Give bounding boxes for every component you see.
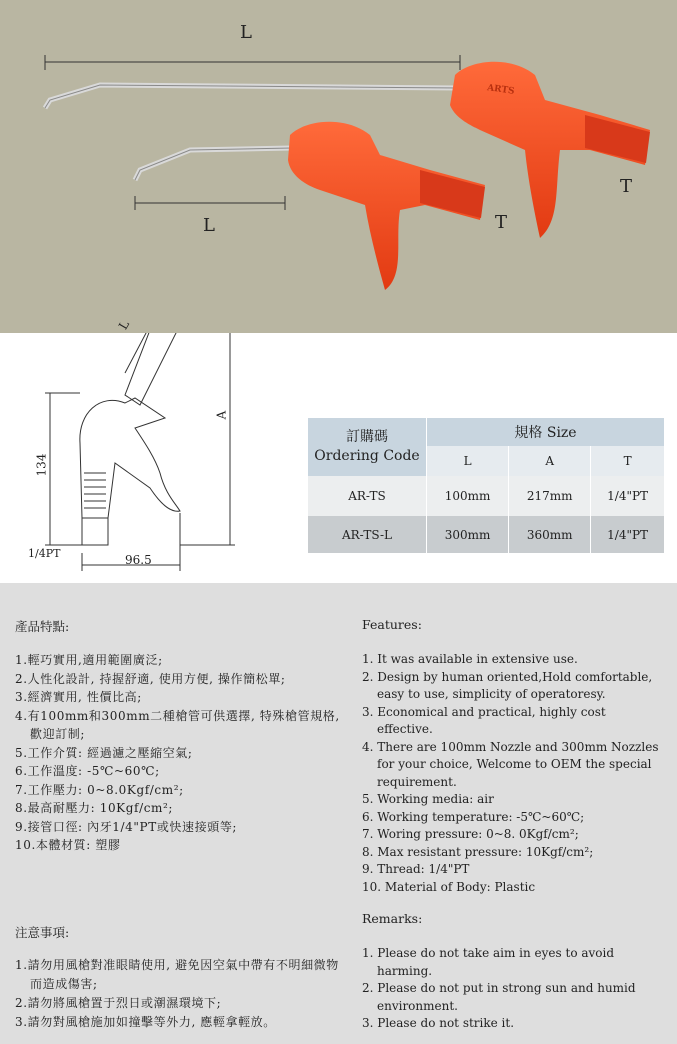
thread-label: 1/4PT	[28, 547, 61, 560]
list-item: 2.請勿將風槍置于烈日或潮濕環境下;	[15, 996, 222, 1010]
features-zh-title: 產品特點:	[15, 619, 70, 634]
brand-mark: ARTS	[486, 83, 516, 97]
product-photo	[0, 0, 677, 333]
row-A: 217mm	[509, 476, 591, 516]
list-item: 1. It was available in extensive use.	[362, 652, 578, 666]
row-A: 360mm	[509, 516, 591, 553]
list-item: 2. Design by human oriented,Hold comfortable, easy to use, simplicity of operatoresy.	[362, 669, 653, 701]
list-item: 4.有100mm和300mm二種槍管可供選擇, 特殊槍管規格, 歡迎訂制;	[15, 708, 340, 741]
features-en-title: Features:	[362, 617, 422, 632]
list-item: 10. Material of Body: Plastic	[362, 879, 536, 894]
ordering-code-header: 訂購碼 Ordering Code	[308, 418, 427, 476]
row-code: AR-TS-L	[308, 516, 427, 553]
table-row	[308, 516, 665, 553]
table-row	[308, 476, 665, 516]
thread-label-long: T	[620, 176, 633, 197]
column-header-L: L	[427, 446, 509, 476]
size-header: 規格 Size	[427, 418, 665, 446]
list-item: 5. Working media: air	[362, 792, 494, 806]
description-section	[0, 583, 677, 1044]
list-item: 9. Thread: 1/4"PT	[362, 862, 470, 876]
list-item: 6. Working temperature: -5℃~60℃;	[362, 809, 585, 824]
row-code: AR-TS	[308, 476, 427, 516]
row-L: 100mm	[427, 476, 509, 516]
list-item: 1.請勿用風槍對准眼睛使用, 避免因空氣中帶有不明細微物而造成傷害;	[15, 958, 339, 991]
list-item: 3. Economical and practical, highly cost effective.	[362, 704, 606, 736]
list-item: 6.工作溫度: -5℃~60℃;	[15, 764, 160, 778]
list-item: 7.工作壓力: 0~8.0Kgf/cm²;	[15, 782, 184, 797]
row-L: 300mm	[427, 516, 509, 553]
dimension-label-short: L	[203, 215, 215, 236]
list-item: 9.接管口徑: 內牙1/4"PT或快速接頭等;	[15, 819, 238, 834]
short-air-gun	[135, 122, 485, 290]
list-item: 3. Please do not strike it.	[362, 1016, 515, 1030]
remarks-en-list	[362, 945, 662, 1033]
dimension-label-long: L	[240, 22, 252, 43]
list-item: 1.輕巧實用,適用範圍廣泛;	[15, 653, 163, 667]
column-header-T: T	[591, 446, 665, 476]
thread-label-short: T	[495, 212, 508, 233]
dimension-width: 96.5	[125, 553, 152, 567]
list-item: 5.工作介質: 經過濾之壓縮空氣;	[15, 745, 193, 760]
remarks-zh-title: 注意事項:	[15, 925, 70, 940]
list-item: 2.人性化設計, 持握舒適, 使用方便, 操作簡松單;	[15, 671, 286, 686]
remarks-en-title: Remarks:	[362, 911, 423, 926]
list-item: 10.本體材質: 塑膠	[15, 838, 121, 852]
list-item: 3.經濟實用, 性價比高;	[15, 690, 142, 704]
spec-table	[308, 418, 665, 553]
list-item: 8. Max resistant pressure: 10Kgf/cm²;	[362, 844, 594, 859]
dimension-height: 134	[34, 453, 49, 477]
list-item: 2. Please do not put in strong sun and humid environment.	[362, 981, 636, 1013]
row-T: 1/4"PT	[591, 476, 665, 516]
list-item: 8.最高耐壓力: 10Kgf/cm²;	[15, 801, 174, 815]
dimension-L: L	[115, 318, 133, 332]
list-item: 3.請勿對風槍施加如撞擊等外力, 應輕拿輕放。	[15, 1015, 276, 1029]
list-item: 7. Woring pressure: 0~8. 0Kgf/cm²;	[362, 827, 579, 841]
column-header-A: A	[509, 446, 591, 476]
row-T: 1/4"PT	[591, 516, 665, 553]
features-zh-list	[15, 651, 345, 855]
list-item: 1. Please do not take aim in eyes to avoid harming.	[362, 946, 615, 978]
dimension-A: A	[214, 410, 229, 420]
features-en-list	[362, 651, 662, 896]
list-item: 4. There are 100mm Nozzle and 300mm Nozzles for your choice, Welcome to OEM the special requirement.	[362, 739, 659, 789]
remarks-zh-list	[15, 956, 345, 1032]
